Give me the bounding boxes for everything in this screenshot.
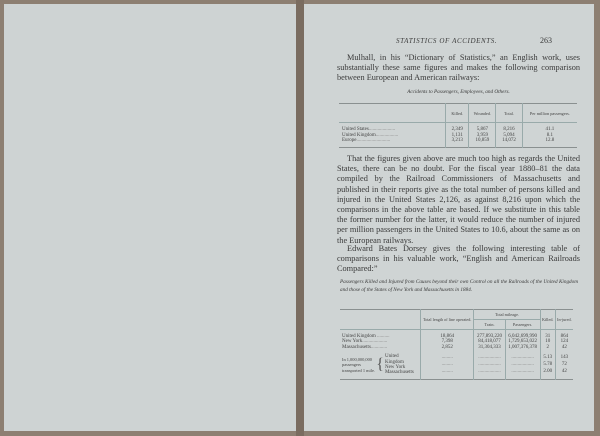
cell: 6,042,699,990 <box>505 330 540 340</box>
dorsey-comparison-table <box>340 309 573 380</box>
cell: 5,094 <box>496 133 523 139</box>
table-1-caption: Accidents to Passengers, Employees, and Others. <box>407 89 510 95</box>
cell: 2 <box>540 345 555 350</box>
t1-header-killed: Killed. <box>446 104 469 123</box>
cell: 8.1 <box>522 133 577 139</box>
table-row: ......... .................. .................. 5.78 72 <box>340 362 573 369</box>
table-row: United States..................... 2,349 5,867 8,216 41.1 <box>339 123 577 133</box>
running-head: STATISTICS OF ACCIDENTS. <box>396 37 498 45</box>
paragraph-2-text: That the figures given above are much too high as regards the United States, there can be no doubt. For the fiscal year 1880–81 the data compiled by the Railroad Commissioners of Massachusetts and published in their reports give as the total number of persons killed and injured in the United States 2,126, as against 8,216 upon which the comparisons in the above table are based. If we substitute in this table the former number for the latter, it would reduce the number of injured per million passengers in the United States to 10.6, about the same as on the European railways. <box>337 154 580 245</box>
cell: 41.1 <box>522 123 577 133</box>
t2-header-mileage: Total mileage. <box>474 310 540 320</box>
t2-header-killed: Killed. <box>540 310 555 330</box>
t2-header-injured: In-jured. <box>555 310 573 330</box>
cell: 42 <box>555 345 573 350</box>
cell: 3,213 <box>446 138 469 147</box>
table-row: New York.................... 7,398 84,418,077 1,729,653,022 10 124 <box>340 339 573 344</box>
cell: 42 <box>555 368 573 379</box>
cell: 7,398 <box>421 339 474 344</box>
cell: 1,131 <box>446 133 469 139</box>
cell: 277,893,220 <box>474 330 505 340</box>
ratio-label: In 1,000,000,000 passengers transported 1 mile. <box>342 356 376 373</box>
t1-header-total: Total. <box>496 104 523 123</box>
cell: 12.8 <box>522 138 577 147</box>
t2-header-length: Total length of line operated. <box>421 310 474 330</box>
row-label: Massachusetts <box>342 344 371 350</box>
t1-header-per-million: Per million passengers. <box>522 104 577 123</box>
page-number: 263 <box>540 36 552 45</box>
accidents-table <box>339 103 577 148</box>
cell: 1,007,376,378 <box>505 345 540 350</box>
cell: 5.13 <box>540 350 555 362</box>
cell: 8,216 <box>496 123 523 133</box>
t1-header-blank <box>339 104 446 123</box>
cell: 2,852 <box>421 345 474 350</box>
left-page-blank <box>4 4 296 431</box>
t1-header-wounded: Wounded. <box>469 104 496 123</box>
cell: 3,959 <box>469 133 496 139</box>
cell: 10 <box>540 339 555 344</box>
cell: 2,349 <box>446 123 469 133</box>
t2-header-passengers: Passengers. <box>505 320 540 330</box>
row-label: United States <box>342 127 369 132</box>
paragraph-3 <box>337 244 580 275</box>
cell: 5,867 <box>469 123 496 133</box>
cell: 5.78 <box>540 362 555 369</box>
cell: 1,729,653,022 <box>505 339 540 344</box>
cell: 31 <box>540 330 555 340</box>
paragraph-1 <box>337 53 580 84</box>
cell: 18,864 <box>421 330 474 340</box>
row-label: Massachusetts <box>384 370 414 376</box>
table-row: Europe........................... 3,213 10,859 14,072 12.8 <box>339 138 577 147</box>
row-label: United Kingdom <box>384 354 404 365</box>
t2-header-trains: Train. <box>474 320 505 330</box>
cell: 864 <box>555 330 573 340</box>
brace: { <box>376 356 384 374</box>
book-gutter <box>296 0 304 436</box>
cell: 124 <box>555 339 573 344</box>
cell: 72 <box>555 362 573 369</box>
cell: 143 <box>555 350 573 362</box>
cell: 14,072 <box>496 138 523 147</box>
cell: 84,418,077 <box>474 339 505 344</box>
row-label: United Kingdom <box>342 334 376 339</box>
paragraph-1-text: Mulhall, in his “Dictionary of Statistics,” an English work, uses substantially these same figures and makes the following comparison between European and American railways: <box>337 53 580 83</box>
row-label: Europe <box>342 138 357 144</box>
paragraph-3-text: Edward Bates Dorsey gives the following interesting table of comparisons in his valuable work, “English and American Railroads Compared:” <box>337 244 580 274</box>
row-label: New York <box>384 365 406 371</box>
table-row: United Kingdom .......... 18,864 277,893,220 6,042,699,990 31 864 <box>340 330 573 340</box>
cell: 2.00 <box>540 368 555 379</box>
table-2-caption: Passengers Killed and Injured from Causes beyond their own Control on all the Railroads of the United Kingdom and those of the States of New York and Massachusetts in 1884. <box>340 279 578 293</box>
cell: 10,859 <box>469 138 496 147</box>
table-row: In 1,000,000,000 passengers transported 1 mile. { United Kingdom New York Massachusetts ......... .................. .................. 5.13 143 <box>340 350 573 362</box>
table-row: United Kingdom.................. 1,131 3,959 5,094 8.1 <box>339 133 577 139</box>
t2-header-blank <box>340 310 421 330</box>
cell: 31,304,333 <box>474 345 505 350</box>
table-row: ......... .................. .................. 2.00 42 <box>340 368 573 379</box>
row-label: New York <box>342 339 363 345</box>
paragraph-2 <box>337 154 580 246</box>
table-row: Massachusetts............. 2,852 31,304,333 1,007,376,378 2 42 <box>340 345 573 350</box>
row-label: United Kingdom <box>342 132 376 138</box>
